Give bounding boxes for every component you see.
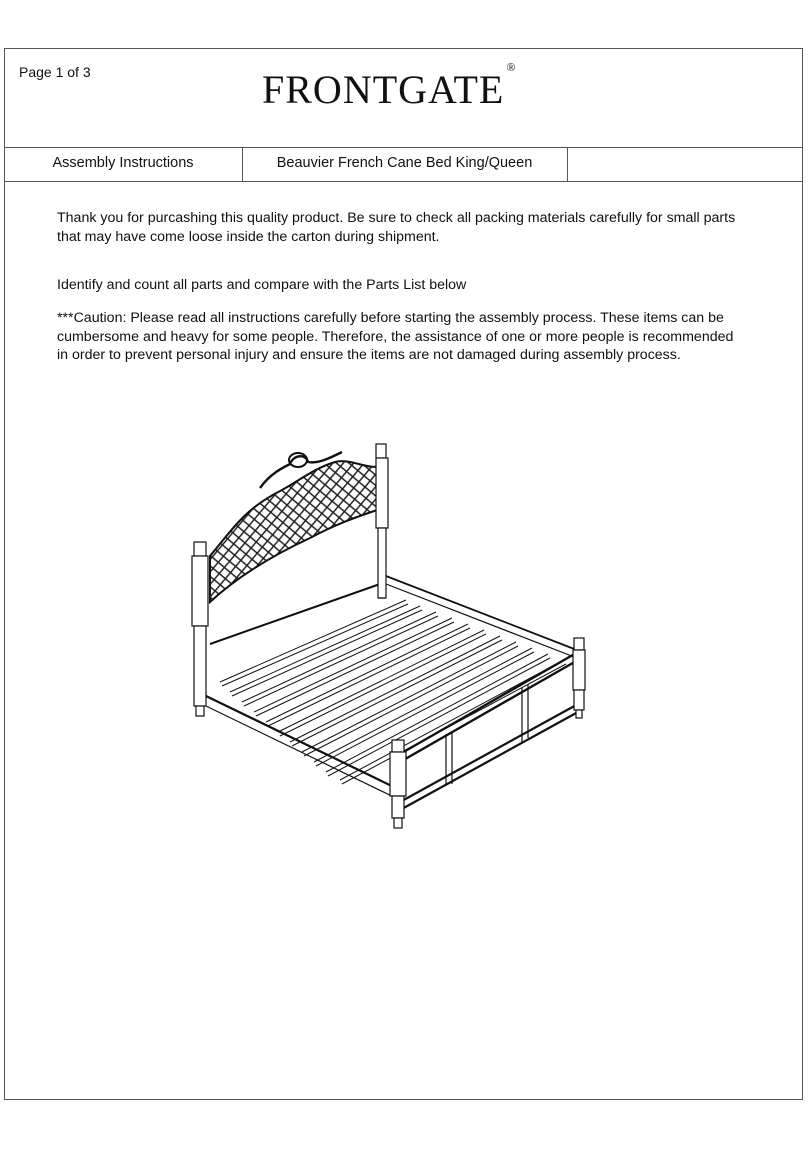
brand-name: FRONTGATE (262, 67, 505, 112)
left-side-rail (206, 696, 400, 790)
title-row (4, 147, 803, 182)
headboard-cane-panel (210, 461, 380, 602)
front-left-post (390, 740, 406, 828)
brand-logo (262, 59, 517, 113)
footboard-top-rail (400, 652, 578, 762)
caution-paragraph: ***Caution: Please read all instructions carefully before starting the assembly process. These items can be cumbersome and heavy for some people. Therefore, the assistance of one or more people is recommended in order to prevent personal injury and ensure the items are not damaged during assembly process. (57, 310, 734, 363)
front-right-post (573, 638, 585, 718)
footboard-bottom-rail (400, 704, 578, 810)
page-number: Page 1 of 3 (19, 64, 91, 80)
bed-illustration (190, 434, 590, 830)
identify-paragraph: Identify and count all parts and compare with the Parts List below (57, 277, 467, 293)
doc-type: Assembly Instructions (4, 148, 243, 181)
headboard-lower-rail (210, 584, 380, 644)
registered-mark: ® (506, 59, 517, 74)
intro-paragraph: Thank you for purcashing this quality product. Be sure to check all packing materials carefully for small parts that may have come loose inside the carton during shipment. (57, 210, 736, 245)
back-right-post (376, 444, 388, 598)
product-name: Beauvier French Cane Bed King/Queen (242, 148, 568, 181)
back-left-post (192, 542, 208, 716)
